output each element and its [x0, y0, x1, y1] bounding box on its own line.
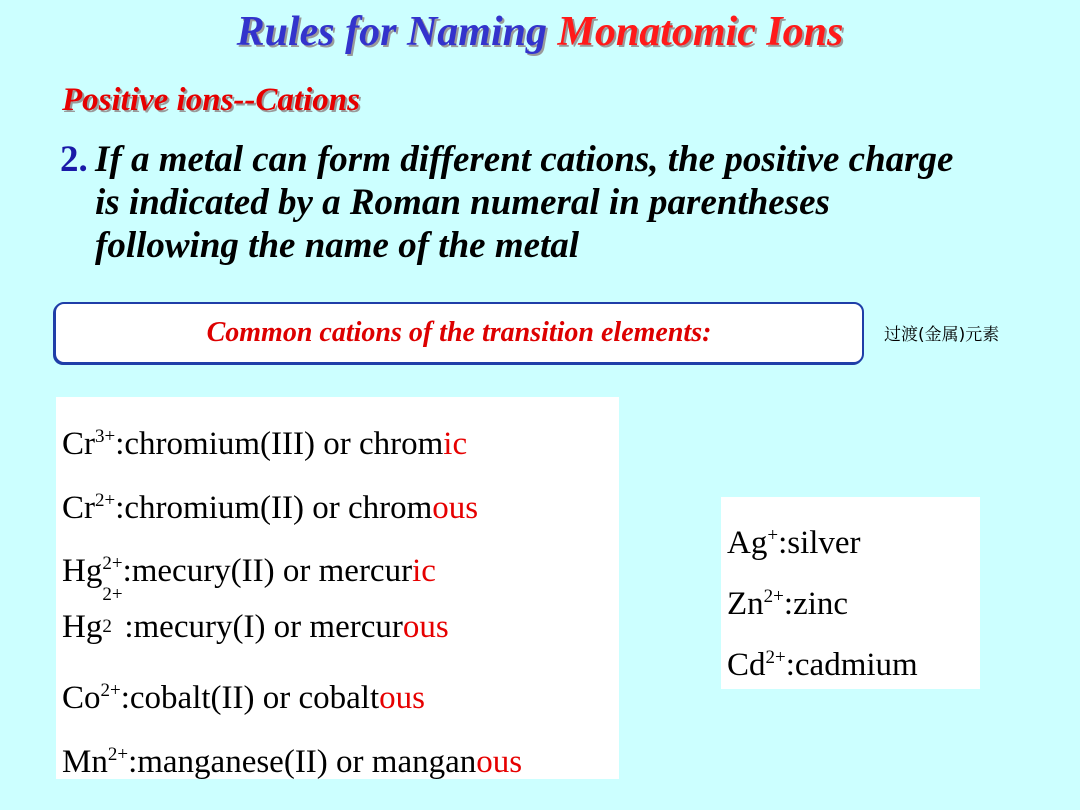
single-cation-list [721, 497, 980, 689]
rule-text: If a metal can form different cations, the positive charge is indicated by a Roman numeral in parentheses following the name of the metal [95, 139, 954, 266]
list-item [727, 505, 980, 566]
ion-symbol: Hg [62, 553, 103, 589]
ion-charge: + [767, 525, 779, 546]
ion-subscript: 2 [102, 615, 112, 637]
ion-colon: : [120, 680, 130, 716]
ion-suffix: ic [412, 553, 436, 589]
ion-charge: 2+ [102, 553, 123, 574]
transition-cation-list [56, 397, 619, 779]
ion-symbol: Cr [62, 426, 95, 462]
chinese-note: 过渡(金属)元素 [884, 325, 1000, 345]
ion-symbol: Cd [727, 647, 766, 683]
ion-charge: 2+ [763, 586, 784, 607]
ion-name: chromium(II) or chrom [124, 489, 433, 526]
ion-name: mecury(II) or mercur [131, 553, 413, 589]
title-part-1: Rules for Naming [236, 9, 547, 55]
ion-symbol: Ag [727, 525, 768, 561]
rule-number [60, 138, 88, 181]
ion-suffix: ous [379, 680, 425, 716]
ion-charge: 2+ [102, 583, 123, 605]
common-cations-label: Common cations of the transition elements: [206, 317, 712, 348]
ion-colon: : [115, 426, 125, 462]
ion-suffix: ic [443, 426, 468, 462]
slide-subtitle: Positive ions--Cations [62, 82, 360, 118]
ion-name: cobalt(II) or cobalt [129, 680, 380, 716]
ion-name: cadmium [794, 647, 918, 683]
list-item [727, 627, 980, 688]
rule-number-separator: . [78, 139, 88, 180]
list-item [62, 723, 619, 787]
list-item [62, 583, 619, 660]
ion-name: manganese(II) or mangan [137, 743, 477, 780]
ion-colon: : [124, 608, 134, 645]
ion-charge: 2+ [765, 647, 786, 668]
list-item [62, 469, 619, 533]
ion-symbol: Zn [727, 586, 764, 622]
ion-colon: : [122, 553, 132, 589]
ion-symbol: Hg [62, 608, 103, 645]
ion-charge-stack [102, 583, 124, 637]
list-item [727, 566, 980, 627]
ion-suffix: ous [402, 608, 449, 645]
ion-name: mecury(I) or mercur [133, 608, 403, 645]
ion-charge: 2+ [107, 743, 129, 765]
ion-name: chromium(III) or chrom [124, 426, 444, 462]
ion-charge: 2+ [100, 680, 121, 701]
ion-suffix: ous [476, 743, 523, 780]
ion-colon: : [783, 586, 794, 622]
ion-symbol: Cr [62, 489, 95, 526]
title-part-2: Monatomic Ions [557, 9, 844, 55]
ion-colon: : [778, 525, 788, 561]
list-item [62, 659, 619, 723]
ion-name: zinc [793, 586, 849, 622]
slide-title [0, 8, 1080, 56]
rule-number-digit: 2 [60, 139, 79, 180]
ion-colon: : [128, 743, 138, 780]
ion-colon: : [115, 489, 125, 526]
ion-symbol: Mn [62, 743, 108, 780]
ion-charge: 2+ [95, 489, 116, 511]
ion-charge: 3+ [95, 426, 116, 447]
list-item [62, 532, 619, 596]
ion-colon: : [785, 647, 795, 683]
common-cations-box [54, 302, 864, 364]
ion-name: silver [787, 525, 861, 561]
list-item [62, 405, 619, 469]
rule-2 [60, 138, 980, 267]
ion-suffix: ous [432, 489, 479, 526]
ion-symbol: Co [62, 680, 101, 716]
